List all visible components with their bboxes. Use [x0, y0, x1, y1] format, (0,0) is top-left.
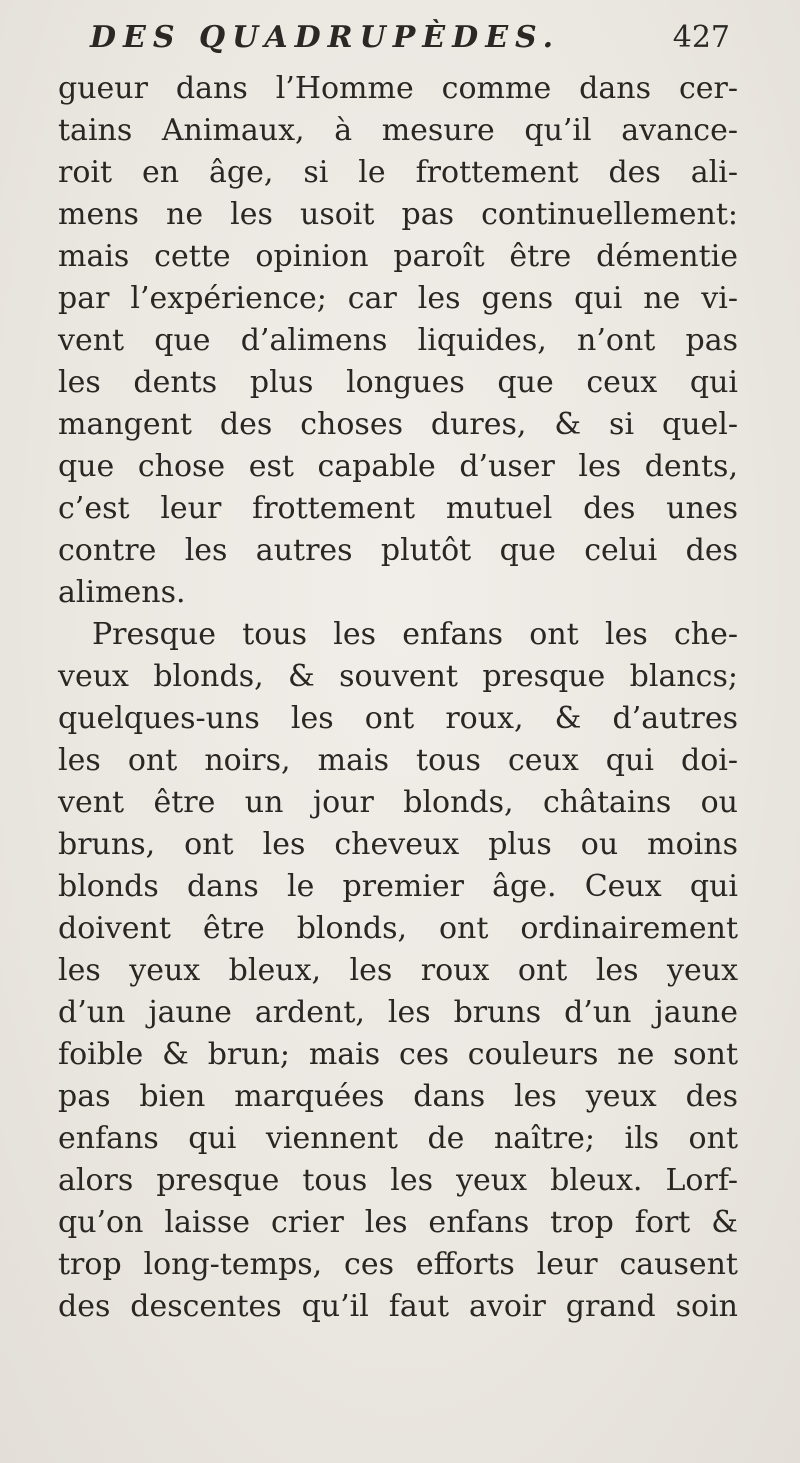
page-header — [90, 12, 730, 62]
paragraph-first-line: Presque tous les enfans ont les che- — [92, 617, 738, 652]
text-line: les ont noirs, mais tous ceux qui doi- — [58, 743, 738, 778]
text-line: mangent des choses dures, & si quel- — [58, 407, 738, 442]
text-line: pas bien marquées dans les yeux des — [58, 1079, 738, 1114]
text-line: que chose est capable d’user les dents, — [58, 449, 738, 484]
running-head: DES QUADRUPÈDES. — [90, 20, 561, 55]
text-line: c’est leur frottement mutuel des unes — [58, 491, 738, 526]
text-line: bruns, ont les cheveux plus ou moins — [58, 827, 738, 862]
text-line: veux blonds, & souvent presque blancs; — [58, 659, 738, 694]
text-line: vent être un jour blonds, châtains ou — [58, 785, 738, 820]
text-line: mens ne les usoit pas continuellement: — [58, 197, 738, 232]
text-line: d’un jaune ardent, les bruns d’un jaune — [58, 995, 738, 1030]
body-text — [58, 68, 738, 1328]
text-line: quelques-uns les ont roux, & d’autres — [58, 701, 738, 736]
text-line: vent que d’alimens liquides, n’ont pas — [58, 323, 738, 358]
text-line: des descentes qu’il faut avoir grand soin — [58, 1289, 738, 1324]
text-line: doivent être blonds, ont ordinairement — [58, 911, 738, 946]
text-line: alors presque tous les yeux bleux. Lorf- — [58, 1163, 738, 1198]
text-line: les dents plus longues que ceux qui — [58, 365, 738, 400]
text-line: les yeux bleux, les roux ont les yeux — [58, 953, 738, 988]
text-line: roit en âge, si le frottement des ali- — [58, 155, 738, 190]
text-line: par l’expérience; car les gens qui ne vi- — [58, 281, 738, 316]
page-number: 427 — [672, 20, 730, 55]
text-line: contre les autres plutôt que celui des — [58, 533, 738, 568]
text-line: qu’on laisse crier les enfans trop fort & — [58, 1205, 738, 1240]
text-line: enfans qui viennent de naître; ils ont — [58, 1121, 738, 1156]
text-line: foible & brun; mais ces couleurs ne sont — [58, 1037, 738, 1072]
text-line: tains Animaux, à mesure qu’il avance- — [58, 113, 738, 148]
text-line: gueur dans l’Homme comme dans cer- — [58, 71, 738, 106]
text-line: trop long-temps, ces efforts leur causent — [58, 1247, 738, 1282]
text-line: alimens. — [58, 575, 186, 610]
text-line: mais cette opinion paroît être démentie — [58, 239, 738, 274]
text-line: blonds dans le premier âge. Ceux qui — [58, 869, 738, 904]
